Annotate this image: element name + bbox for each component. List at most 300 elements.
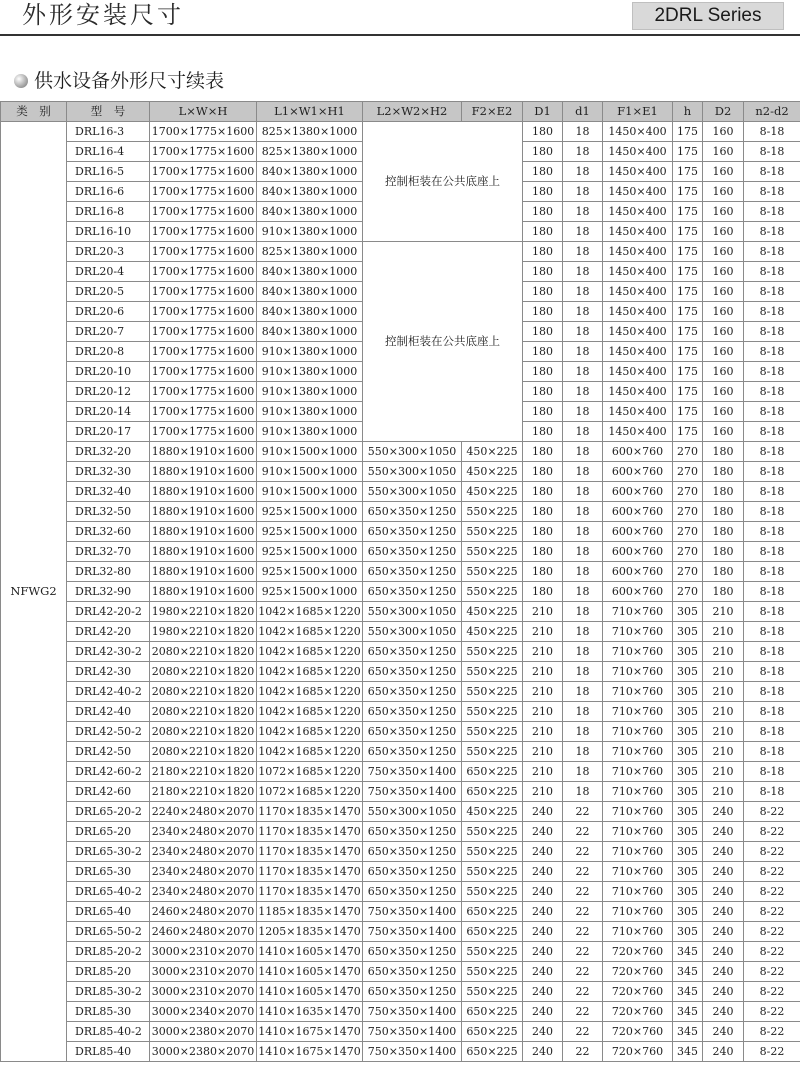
table-row (1, 482, 800, 502)
table-cell: 180 (523, 582, 563, 602)
table-cell: 550×225 (462, 662, 523, 682)
table-cell: 8-18 (744, 562, 800, 582)
table-cell: 160 (703, 362, 744, 382)
table-cell: 18 (563, 522, 603, 542)
table-cell: 8-18 (744, 402, 800, 422)
note-cell: 控制柜装在公共底座上 (363, 242, 523, 442)
table-cell: 160 (703, 222, 744, 242)
table-cell: 305 (673, 722, 703, 742)
table-cell: 8-18 (744, 182, 800, 202)
table-cell: 750×350×1400 (363, 1002, 462, 1022)
table-cell: 180 (523, 322, 563, 342)
header-cell: F2×E2 (462, 102, 523, 122)
table-cell: 22 (563, 1002, 603, 1022)
table-cell: 1700×1775×1600 (150, 362, 257, 382)
table-cell: 650×350×1250 (363, 822, 462, 842)
table-cell: 8-18 (744, 582, 800, 602)
table-cell: 710×760 (603, 642, 673, 662)
table-cell: 910×1380×1000 (257, 382, 363, 402)
table-row (1, 542, 800, 562)
table-cell: 305 (673, 882, 703, 902)
table-cell: 175 (673, 122, 703, 142)
table-cell: 450×225 (462, 482, 523, 502)
table-cell: 240 (703, 842, 744, 862)
table-cell: 1450×400 (603, 282, 673, 302)
table-cell: 710×760 (603, 622, 673, 642)
table-cell: 1700×1775×1600 (150, 302, 257, 322)
table-cell: 8-22 (744, 982, 800, 1002)
table-cell: 180 (703, 502, 744, 522)
table-cell: 18 (563, 122, 603, 142)
table-cell: 8-18 (744, 382, 800, 402)
table-cell: 270 (673, 582, 703, 602)
model-cell: DRL42-60-2 (67, 762, 150, 782)
table-cell: 180 (703, 482, 744, 502)
table-cell: 910×1380×1000 (257, 422, 363, 442)
table-cell: 305 (673, 762, 703, 782)
table-cell: 2080×2210×1820 (150, 742, 257, 762)
table-cell: 22 (563, 822, 603, 842)
table-cell: 8-18 (744, 262, 800, 282)
table-cell: 180 (523, 502, 563, 522)
table-cell: 1880×1910×1600 (150, 542, 257, 562)
table-cell: 650×350×1250 (363, 582, 462, 602)
table-cell: 160 (703, 282, 744, 302)
table-cell: 2240×2480×2070 (150, 802, 257, 822)
table-cell: 180 (523, 162, 563, 182)
table-cell: 175 (673, 382, 703, 402)
table-cell: 18 (563, 322, 603, 342)
table-row (1, 842, 800, 862)
model-cell: DRL16-6 (67, 182, 150, 202)
model-cell: DRL42-20-2 (67, 602, 150, 622)
table-cell: 210 (703, 702, 744, 722)
table-cell: 18 (563, 562, 603, 582)
table-cell: 22 (563, 922, 603, 942)
table-row (1, 442, 800, 462)
table-cell: 345 (673, 962, 703, 982)
table-cell: 240 (703, 962, 744, 982)
table-cell: 550×225 (462, 962, 523, 982)
table-row (1, 562, 800, 582)
table-row (1, 1002, 800, 1022)
table-cell: 175 (673, 342, 703, 362)
table-cell: 210 (703, 662, 744, 682)
header-cell: L×W×H (150, 102, 257, 122)
table-cell: 925×1500×1000 (257, 562, 363, 582)
table-cell: 650×350×1250 (363, 702, 462, 722)
table-cell: 840×1380×1000 (257, 182, 363, 202)
header-cell: n2-d2 (744, 102, 800, 122)
table-cell: 210 (523, 662, 563, 682)
table-cell: 8-22 (744, 802, 800, 822)
table-cell: 270 (673, 522, 703, 542)
table-cell: 710×760 (603, 602, 673, 622)
model-cell: DRL65-50-2 (67, 922, 150, 942)
table-cell: 550×225 (462, 982, 523, 1002)
table-row (1, 502, 800, 522)
table-cell: 650×225 (462, 782, 523, 802)
table-cell: 8-18 (744, 442, 800, 462)
table-cell: 1410×1605×1470 (257, 942, 363, 962)
table-cell: 2180×2210×1820 (150, 782, 257, 802)
model-cell: DRL20-14 (67, 402, 150, 422)
table-cell: 1700×1775×1600 (150, 242, 257, 262)
table-row (1, 762, 800, 782)
table-cell: 550×300×1050 (363, 622, 462, 642)
header-cell: L2×W2×H2 (363, 102, 462, 122)
table-cell: 840×1380×1000 (257, 282, 363, 302)
table-cell: 840×1380×1000 (257, 302, 363, 322)
table-cell: 8-18 (744, 542, 800, 562)
table-cell: 240 (703, 902, 744, 922)
table-cell: 720×760 (603, 962, 673, 982)
table-cell: 18 (563, 362, 603, 382)
table-cell: 240 (703, 1022, 744, 1042)
table-cell: 180 (523, 382, 563, 402)
table-row (1, 522, 800, 542)
table-cell: 8-18 (744, 162, 800, 182)
table-cell: 2080×2210×1820 (150, 642, 257, 662)
table-cell: 175 (673, 282, 703, 302)
table-row (1, 622, 800, 642)
table-cell: 1410×1675×1470 (257, 1042, 363, 1062)
table-cell: 550×225 (462, 862, 523, 882)
table-cell: 175 (673, 322, 703, 342)
model-cell: DRL16-3 (67, 122, 150, 142)
table-cell: 210 (523, 622, 563, 642)
table-cell: 210 (703, 782, 744, 802)
table-cell: 175 (673, 182, 703, 202)
table-row (1, 602, 800, 622)
model-cell: DRL16-8 (67, 202, 150, 222)
table-cell: 8-18 (744, 522, 800, 542)
table-cell: 1700×1775×1600 (150, 222, 257, 242)
table-cell: 910×1380×1000 (257, 402, 363, 422)
table-cell: 8-18 (744, 282, 800, 302)
section-heading (14, 68, 224, 94)
table-cell: 550×300×1050 (363, 462, 462, 482)
table-cell: 1410×1605×1470 (257, 962, 363, 982)
table-cell: 240 (523, 882, 563, 902)
table-cell: 1185×1835×1470 (257, 902, 363, 922)
header-cell: L1×W1×H1 (257, 102, 363, 122)
table-cell: 240 (523, 862, 563, 882)
table-cell: 710×760 (603, 862, 673, 882)
table-cell: 550×300×1050 (363, 802, 462, 822)
table-cell: 18 (563, 682, 603, 702)
table-cell: 1700×1775×1600 (150, 282, 257, 302)
table-cell: 650×225 (462, 1002, 523, 1022)
table-cell: 840×1380×1000 (257, 162, 363, 182)
table-cell: 18 (563, 262, 603, 282)
table-cell: 180 (523, 202, 563, 222)
table-cell: 8-18 (744, 622, 800, 642)
table-cell: 180 (523, 462, 563, 482)
table-cell: 8-22 (744, 822, 800, 842)
table-cell: 1072×1685×1220 (257, 762, 363, 782)
table-cell: 650×350×1250 (363, 502, 462, 522)
table-cell: 305 (673, 902, 703, 922)
table-cell: 8-18 (744, 722, 800, 742)
model-cell: DRL85-20-2 (67, 942, 150, 962)
table-cell: 2180×2210×1820 (150, 762, 257, 782)
table-cell: 550×225 (462, 742, 523, 762)
table-cell: 1980×2210×1820 (150, 622, 257, 642)
table-cell: 1450×400 (603, 122, 673, 142)
table-cell: 600×760 (603, 562, 673, 582)
table-cell: 1450×400 (603, 342, 673, 362)
table-cell: 180 (523, 122, 563, 142)
table-row (1, 642, 800, 662)
header-cell: D1 (523, 102, 563, 122)
table-cell: 550×300×1050 (363, 482, 462, 502)
table-cell: 650×225 (462, 1022, 523, 1042)
table-cell: 8-18 (744, 222, 800, 242)
table-cell: 22 (563, 982, 603, 1002)
table-cell: 450×225 (462, 602, 523, 622)
table-cell: 720×760 (603, 1002, 673, 1022)
table-cell: 240 (703, 862, 744, 882)
table-cell: 270 (673, 462, 703, 482)
table-cell: 18 (563, 782, 603, 802)
table-cell: 18 (563, 222, 603, 242)
model-cell: DRL20-17 (67, 422, 150, 442)
table-cell: 18 (563, 402, 603, 422)
table-cell: 600×760 (603, 462, 673, 482)
table-cell: 1042×1685×1220 (257, 722, 363, 742)
table-cell: 160 (703, 162, 744, 182)
table-cell: 925×1500×1000 (257, 582, 363, 602)
table-cell: 910×1500×1000 (257, 482, 363, 502)
model-cell: DRL85-20 (67, 962, 150, 982)
page-title: 外形安装尺寸 (22, 1, 184, 29)
table-cell: 1042×1685×1220 (257, 622, 363, 642)
table-cell: 910×1380×1000 (257, 222, 363, 242)
table-cell: 180 (703, 582, 744, 602)
table-cell: 650×350×1250 (363, 882, 462, 902)
table-cell: 1700×1775×1600 (150, 122, 257, 142)
table-cell: 160 (703, 262, 744, 282)
header-cell: h (673, 102, 703, 122)
model-cell: DRL65-40-2 (67, 882, 150, 902)
table-cell: 22 (563, 1022, 603, 1042)
table-cell: 180 (703, 522, 744, 542)
table-cell: 8-18 (744, 202, 800, 222)
table-cell: 710×760 (603, 802, 673, 822)
table-cell: 8-18 (744, 482, 800, 502)
table-cell: 1450×400 (603, 182, 673, 202)
table-cell: 1700×1775×1600 (150, 322, 257, 342)
table-cell: 650×350×1250 (363, 562, 462, 582)
table-cell: 710×760 (603, 882, 673, 902)
table-cell: 22 (563, 802, 603, 822)
table-cell: 910×1500×1000 (257, 462, 363, 482)
model-cell: DRL32-50 (67, 502, 150, 522)
table-cell: 650×350×1250 (363, 842, 462, 862)
table-row (1, 1022, 800, 1042)
table-cell: 210 (703, 642, 744, 662)
table-cell: 180 (523, 422, 563, 442)
model-cell: DRL32-80 (67, 562, 150, 582)
table-cell: 1042×1685×1220 (257, 742, 363, 762)
series-badge: 2DRL Series (632, 2, 784, 30)
table-cell: 18 (563, 642, 603, 662)
table-cell: 8-18 (744, 142, 800, 162)
table-cell: 305 (673, 802, 703, 822)
table-cell: 8-22 (744, 962, 800, 982)
table-cell: 1072×1685×1220 (257, 782, 363, 802)
table-cell: 550×225 (462, 842, 523, 862)
table-cell: 180 (523, 362, 563, 382)
table-cell: 345 (673, 1002, 703, 1022)
table-cell: 750×350×1400 (363, 922, 462, 942)
table-cell: 1450×400 (603, 302, 673, 322)
table-cell: 910×1500×1000 (257, 442, 363, 462)
table-cell: 1700×1775×1600 (150, 202, 257, 222)
table-cell: 175 (673, 402, 703, 422)
table-row (1, 862, 800, 882)
table-cell: 180 (523, 482, 563, 502)
table-cell: 3000×2310×2070 (150, 962, 257, 982)
table-cell: 8-18 (744, 122, 800, 142)
table-cell: 240 (523, 1042, 563, 1062)
table-cell: 240 (523, 942, 563, 962)
table-cell: 1042×1685×1220 (257, 642, 363, 662)
model-cell: DRL42-40-2 (67, 682, 150, 702)
table-cell: 550×225 (462, 562, 523, 582)
table-cell: 650×350×1250 (363, 642, 462, 662)
table-cell: 3000×2380×2070 (150, 1042, 257, 1062)
table-cell: 180 (703, 462, 744, 482)
table-row (1, 1042, 800, 1062)
table-cell: 18 (563, 302, 603, 322)
bullet-icon (14, 74, 28, 88)
table-cell: 240 (703, 882, 744, 902)
table-cell: 1450×400 (603, 362, 673, 382)
table-cell: 1410×1605×1470 (257, 982, 363, 1002)
table-cell: 600×760 (603, 522, 673, 542)
table-cell: 1700×1775×1600 (150, 142, 257, 162)
table-cell: 175 (673, 162, 703, 182)
model-cell: DRL20-7 (67, 322, 150, 342)
table-cell: 1700×1775×1600 (150, 262, 257, 282)
table-cell: 600×760 (603, 442, 673, 462)
table-cell: 1450×400 (603, 162, 673, 182)
table-cell: 18 (563, 422, 603, 442)
section-title: 供水设备外形尺寸续表 (34, 70, 225, 92)
table-cell: 840×1380×1000 (257, 322, 363, 342)
table-cell: 2340×2480×2070 (150, 822, 257, 842)
table-cell: 180 (523, 562, 563, 582)
model-cell: DRL42-30-2 (67, 642, 150, 662)
table-cell: 925×1500×1000 (257, 542, 363, 562)
table-cell: 160 (703, 422, 744, 442)
table-cell: 1042×1685×1220 (257, 602, 363, 622)
table-row (1, 702, 800, 722)
table-cell: 1450×400 (603, 142, 673, 162)
table-cell: 18 (563, 582, 603, 602)
table-cell: 650×350×1250 (363, 742, 462, 762)
table-cell: 18 (563, 462, 603, 482)
table-cell: 2340×2480×2070 (150, 862, 257, 882)
table-cell: 710×760 (603, 782, 673, 802)
table-row (1, 982, 800, 1002)
table-cell: 1450×400 (603, 402, 673, 422)
table-cell: 450×225 (462, 442, 523, 462)
table-cell: 1450×400 (603, 222, 673, 242)
table-cell: 450×225 (462, 462, 523, 482)
table-cell: 1980×2210×1820 (150, 602, 257, 622)
model-cell: DRL32-60 (67, 522, 150, 542)
table-cell: 650×350×1250 (363, 662, 462, 682)
table-cell: 270 (673, 442, 703, 462)
table-cell: 650×350×1250 (363, 682, 462, 702)
table-cell: 180 (523, 222, 563, 242)
table-cell: 180 (523, 442, 563, 462)
model-cell: DRL20-8 (67, 342, 150, 362)
header-cell: D2 (703, 102, 744, 122)
model-cell: DRL42-20 (67, 622, 150, 642)
table-cell: 650×350×1250 (363, 862, 462, 882)
table-row (1, 462, 800, 482)
table-cell: 1700×1775×1600 (150, 162, 257, 182)
table-cell: 710×760 (603, 762, 673, 782)
model-cell: DRL42-50 (67, 742, 150, 762)
table-row (1, 942, 800, 962)
table-cell: 550×225 (462, 542, 523, 562)
table-cell: 240 (523, 842, 563, 862)
table-cell: 910×1380×1000 (257, 362, 363, 382)
model-cell: DRL32-40 (67, 482, 150, 502)
model-cell: DRL16-5 (67, 162, 150, 182)
table-row (1, 722, 800, 742)
table-cell: 1880×1910×1600 (150, 482, 257, 502)
table-cell: 210 (703, 622, 744, 642)
table-cell: 720×760 (603, 1042, 673, 1062)
table-cell: 8-18 (744, 742, 800, 762)
table-cell: 840×1380×1000 (257, 202, 363, 222)
table-row (1, 802, 800, 822)
table-cell: 925×1500×1000 (257, 502, 363, 522)
table-cell: 210 (523, 782, 563, 802)
table-cell: 305 (673, 862, 703, 882)
model-cell: DRL20-10 (67, 362, 150, 382)
model-cell: DRL42-50-2 (67, 722, 150, 742)
table-cell: 305 (673, 922, 703, 942)
table-cell: 2080×2210×1820 (150, 682, 257, 702)
table-cell: 18 (563, 502, 603, 522)
table-cell: 180 (523, 262, 563, 282)
table-cell: 750×350×1400 (363, 782, 462, 802)
table-cell: 600×760 (603, 482, 673, 502)
table-cell: 550×300×1050 (363, 602, 462, 622)
table-row (1, 582, 800, 602)
table-cell: 210 (523, 702, 563, 722)
table-cell: 8-22 (744, 882, 800, 902)
table-cell: 345 (673, 942, 703, 962)
table-cell: 450×225 (462, 622, 523, 642)
table-cell: 175 (673, 142, 703, 162)
table-cell: 8-18 (744, 762, 800, 782)
table-cell: 550×225 (462, 882, 523, 902)
table-cell: 1450×400 (603, 262, 673, 282)
table-cell: 600×760 (603, 502, 673, 522)
model-cell: DRL20-3 (67, 242, 150, 262)
table-cell: 160 (703, 122, 744, 142)
table-cell: 180 (703, 442, 744, 462)
table-cell: 240 (703, 982, 744, 1002)
